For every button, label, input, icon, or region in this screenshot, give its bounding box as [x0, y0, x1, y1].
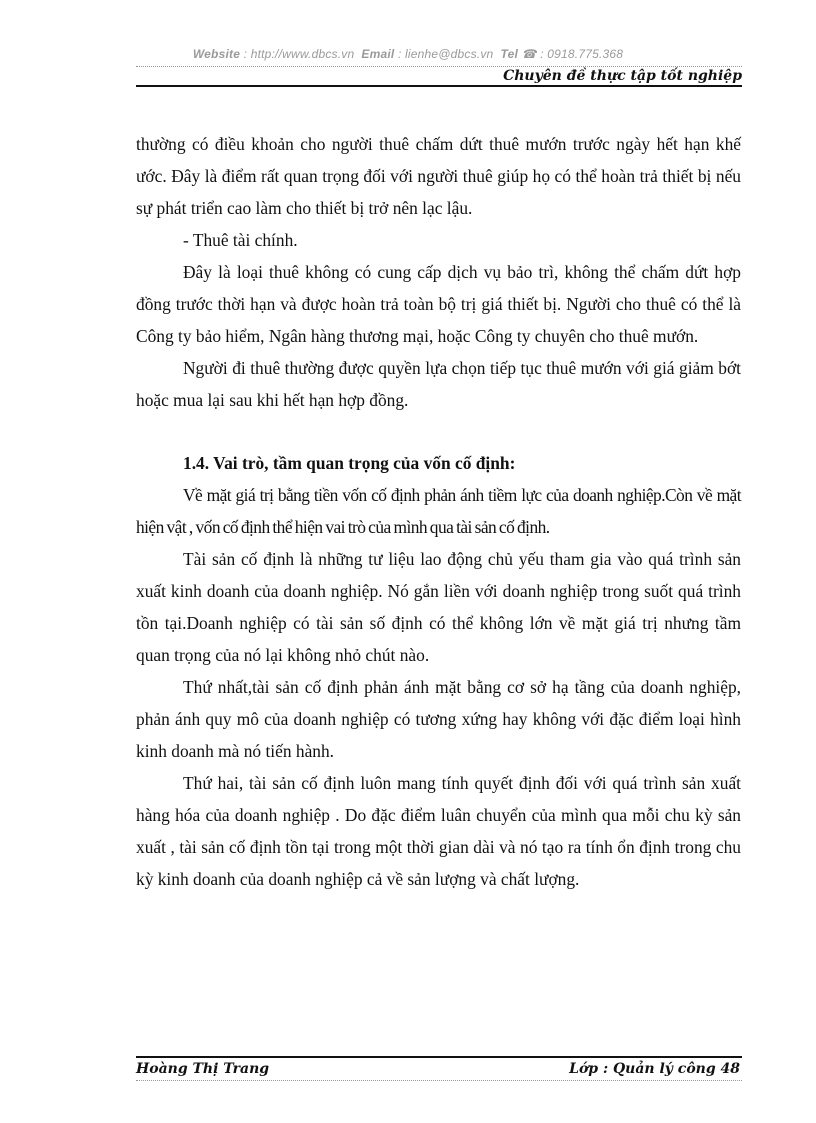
header-dotted-divider [136, 66, 742, 67]
website-value[interactable]: : http://www.dbcs.vn [243, 47, 355, 61]
paragraph: Đây là loại thuê không có cung cấp dịch vụ bảo trì, không thể chấm dứt hợp đồng trước thời hạn và được hoàn trả toàn bộ trị giá thiết bị. Người cho thuê có thể là Công ty bảo hiểm, Ngân hàng thương mại, hoặc Công ty chuyên cho thuê mướn. [136, 262, 741, 346]
section-heading: 1.4. Vai trò, tầm quan trọng của vốn cố định: [183, 453, 516, 473]
list-item: - Thuê tài chính. [183, 230, 298, 250]
footer-dotted-divider [136, 1080, 742, 1081]
paragraph: Tài sản cố định là những tư liệu lao động chủ yếu tham gia vào quá trình sản xuất kinh doanh của doanh nghiệp. Nó gắn liền với doanh nghiệp trong suốt quá trình tồn tại.Doanh nghiệp có tài sản số định có thể không lớn về mặt giá trị nhưng tầm quan trọng của nó lại không nhỏ chút nào. [136, 549, 741, 665]
tel-label: Tel [500, 47, 518, 61]
header-divider [136, 85, 742, 87]
website-header [0, 47, 816, 61]
paragraph: Thứ nhất,tài sản cố định phản ánh mặt bằng cơ sở hạ tầng của doanh nghiệp, phản ánh quy mô của doanh nghiệp có tương xứng hay không với đặc điểm loại hình kinh doanh mà nó tiến hành. [136, 677, 741, 761]
report-topic-title: Chuyên đề thực tập tốt nghiệp [503, 68, 742, 84]
author-name: Hoàng Thị Trang [136, 1061, 270, 1077]
class-name: Lớp : Quản lý công 48 [569, 1061, 740, 1077]
tel-value: ☎ : 0918.775.368 [521, 47, 624, 61]
paragraph: thường có điều khoản cho người thuê chấm dứt thuê mướn trước ngày hết hạn khế ước. Đây là điểm rất quan trọng đối với người thuê giúp họ có thể hoàn trả thiết bị nếu sự phát triển cao làm cho thiết bị trở nên lạc lậu. [136, 134, 741, 218]
paragraph: Về mặt giá trị bằng tiền vốn cố định phản ánh tiềm lực của doanh nghiệp.Còn về mặt hiện vật , vốn cố định thể hiện vai trò của mình qua tài sản cố định. [136, 485, 741, 537]
email-label: Email [361, 47, 395, 61]
document-body [136, 128, 741, 895]
email-value[interactable]: : lienhe@dbcs.vn [397, 47, 494, 61]
paragraph: Người đi thuê thường được quyền lựa chọn tiếp tục thuê mướn với giá giảm bớt hoặc mua lại sau khi hết hạn hợp đồng. [136, 358, 741, 410]
website-label: Website [192, 47, 241, 61]
paragraph: Thứ hai, tài sản cố định luôn mang tính quyết định đối với quá trình sản xuất hàng hóa của doanh nghiệp . Do đặc điểm luân chuyển của mình qua mỗi chu kỳ sản xuất , tài sản cố định tồn tại trong một thời gian dài và nó tạo ra tính ổn định trong chu kỳ kinh doanh của doanh nghiệp cả về sản lượng và chất lượng. [136, 773, 741, 889]
footer-divider [136, 1056, 742, 1058]
